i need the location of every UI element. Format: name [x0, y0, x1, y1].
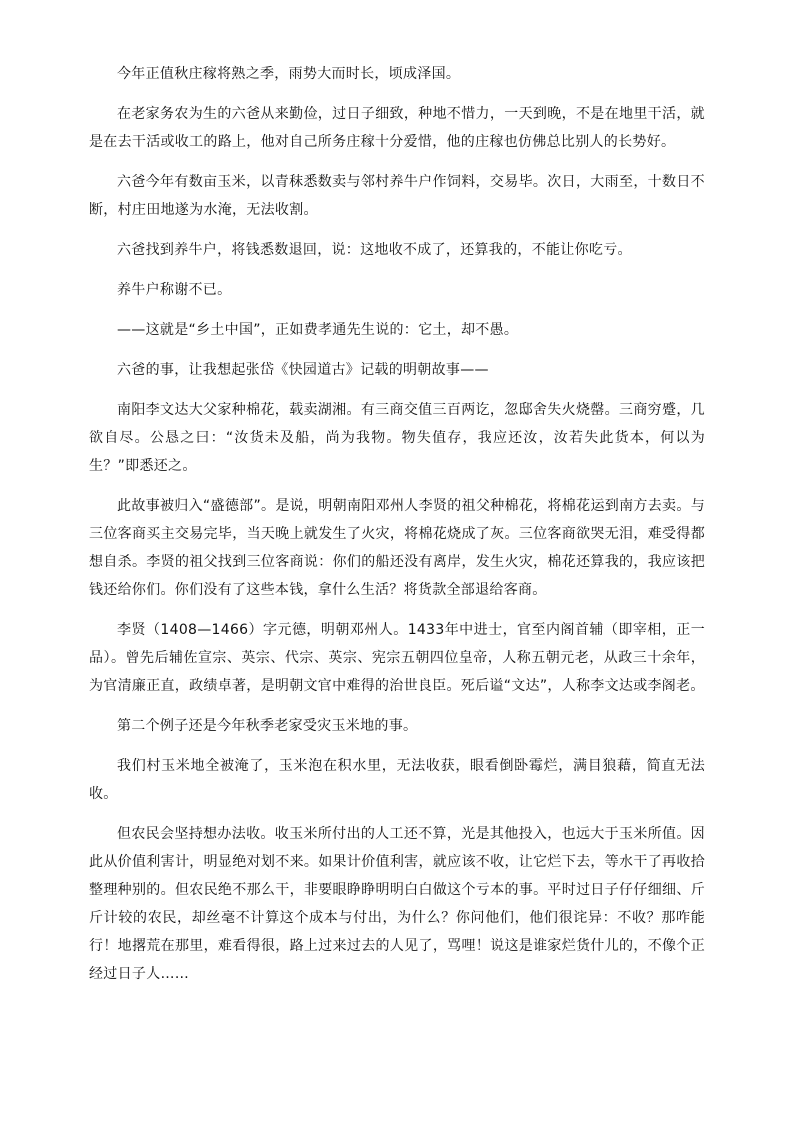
paragraph-1: 今年正值秋庄稼将熟之季，雨势大而时长，顷成泽国。 — [117, 66, 461, 82]
paragraph-3: 六爸今年有数亩玉米，以青秣悉数卖与邻村养牛户作饲料，交易毕。次日，大雨至，十数日不断，村庄田地遂为水淹，无法收割。 — [89, 174, 705, 218]
article-body — [89, 60, 705, 1000]
paragraph-11: 第二个例子还是今年秋季老家受灾玉米地的事。 — [117, 718, 418, 734]
paragraph-12: 我们村玉米地全被淹了，玉米泡在积水里，无法收获，眼看倒卧霉烂，满目狼藉，简直无法收。 — [89, 758, 705, 802]
paragraph-5: 养牛户称谢不已。 — [117, 282, 232, 298]
paragraph-4: 六爸找到养牛户，将钱悉数退回，说：这地收不成了，还算我的，不能让你吃亏。 — [117, 242, 632, 258]
paragraph-10: 李贤（1408—1466）字元德，明朝邓州人。1433年中进士，官至内阁首辅（即宰相，正一品）。曾先后辅佐宣宗、英宗、代宗、英宗、宪宗五朝四位皇帝，人称五朝元老，从政三十余年，为官清廉正直，政绩卓著，是明朝文官中难得的治世良臣。死后谥“文达”，人称李文达或李阁老。 — [89, 622, 705, 694]
paragraph-6: ——这就是“乡土中国”，正如费孝通先生说的：它土，却不愚。 — [117, 322, 519, 338]
paragraph-8: 南阳李文达大父家种棉花，载卖湖湘。有三商交值三百两讫，忽邸舍失火烧罄。三商穷蹙，几欲自尽。公恳之曰：“汝货未及船，尚为我物。物失值存，我应还汝，汝若失此货本，何以为生？”即悉还之。 — [89, 402, 705, 474]
paragraph-13: 但农民会坚持想办法收。收玉米所付出的人工还不算，光是其他投入，也远大于玉米所值。因此从价值利害计，明显绝对划不来。如果计价值利害，就应该不收，让它烂下去，等水干了再收拾整理种别的。但农民绝不那么干，非要眼睁睁明明白白做这个亏本的事。平时过日子仔仔细细、斤斤计较的农民，却丝毫不计算这个成本与付出，为什么？你问他们，他们很诧异：不收？那咋能行！地撂荒在那里，难看得很，路上过来过去的人见了，骂哩！说这是谁家烂货什儿的，不像个正经过日子人…… — [89, 826, 705, 982]
paragraph-2: 在老家务农为生的六爸从来勤俭，过日子细致，种地不惜力，一天到晚，不是在地里干活，就是在去干活或收工的路上，他对自己所务庄稼十分爱惜，他的庄稼也仿佛总比别人的长势好。 — [89, 106, 705, 150]
paragraph-7: 六爸的事，让我想起张岱《快园道古》记载的明朝故事—— — [117, 362, 489, 378]
paragraph-9: 此故事被归入“盛德部”。是说，明朝南阳邓州人李贤的祖父种棉花，将棉花运到南方去卖。与三位客商买主交易完毕，当天晚上就发生了火灾，将棉花烧成了灰。三位客商欲哭无泪，难受得都想自杀。李贤的祖父找到三位客商说：你们的船还没有离岸，发生火灾，棉花还算我的，我应该把钱还给你们。你们没有了这些本钱，拿什么生活？将货款全部退给客商。 — [89, 498, 705, 598]
